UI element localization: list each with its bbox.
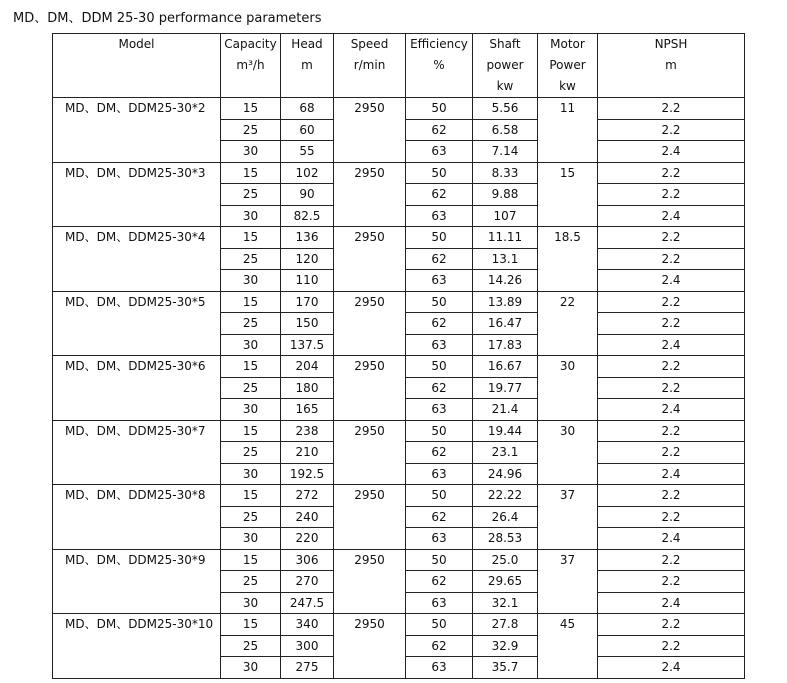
shaft-power-cell: 13.89 — [473, 291, 538, 313]
column-header-line: Motor — [550, 37, 585, 51]
table-body — [53, 98, 745, 679]
capacity-cell: 15 — [221, 420, 281, 442]
npsh-cell: 2.2 — [598, 442, 745, 464]
table-row — [53, 356, 745, 378]
capacity-cell: 30 — [221, 463, 281, 485]
efficiency-cell: 50 — [406, 420, 473, 442]
head-cell: 275 — [281, 657, 334, 679]
speed-cell: 2950 — [334, 614, 406, 679]
head-cell: 150 — [281, 313, 334, 335]
npsh-cell: 2.4 — [598, 334, 745, 356]
shaft-power-cell: 23.1 — [473, 442, 538, 464]
efficiency-cell: 50 — [406, 614, 473, 636]
model-cell: MD、DM、DDM25-30*9 — [53, 549, 221, 614]
head-cell: 220 — [281, 528, 334, 550]
column-header-line: Efficiency — [410, 37, 468, 51]
head-cell: 300 — [281, 635, 334, 657]
efficiency-cell: 50 — [406, 227, 473, 249]
table-row — [53, 162, 745, 184]
shaft-power-cell: 29.65 — [473, 571, 538, 593]
shaft-power-cell: 14.26 — [473, 270, 538, 292]
npsh-cell: 2.2 — [598, 635, 745, 657]
capacity-cell: 30 — [221, 270, 281, 292]
capacity-cell: 30 — [221, 141, 281, 163]
column-header-line: m³/h — [236, 58, 265, 72]
page-title: MD、DM、DDM 25-30 performance parameters — [13, 11, 322, 26]
head-cell: 180 — [281, 377, 334, 399]
speed-cell: 2950 — [334, 227, 406, 292]
model-cell: MD、DM、DDM25-30*6 — [53, 356, 221, 421]
model-cell: MD、DM、DDM25-30*8 — [53, 485, 221, 550]
head-cell: 204 — [281, 356, 334, 378]
motor-power-cell: 30 — [538, 420, 598, 485]
head-cell: 306 — [281, 549, 334, 571]
shaft-power-cell: 16.67 — [473, 356, 538, 378]
npsh-cell: 2.2 — [598, 420, 745, 442]
efficiency-cell: 50 — [406, 291, 473, 313]
head-cell: 238 — [281, 420, 334, 442]
efficiency-cell: 50 — [406, 98, 473, 120]
npsh-cell: 2.2 — [598, 356, 745, 378]
capacity-cell: 30 — [221, 592, 281, 614]
shaft-power-cell: 19.44 — [473, 420, 538, 442]
capacity-cell: 30 — [221, 657, 281, 679]
shaft-power-cell: 11.11 — [473, 227, 538, 249]
npsh-cell: 2.2 — [598, 248, 745, 270]
capacity-cell: 25 — [221, 506, 281, 528]
efficiency-cell: 62 — [406, 313, 473, 335]
column-header-line: m — [301, 58, 313, 72]
speed-cell: 2950 — [334, 162, 406, 227]
npsh-cell: 2.2 — [598, 98, 745, 120]
npsh-cell: 2.4 — [598, 399, 745, 421]
npsh-cell: 2.2 — [598, 506, 745, 528]
head-cell: 247.5 — [281, 592, 334, 614]
head-cell: 136 — [281, 227, 334, 249]
efficiency-cell: 62 — [406, 184, 473, 206]
column-header-line: Model — [118, 37, 155, 51]
motor-power-cell: 11 — [538, 98, 598, 163]
efficiency-cell: 63 — [406, 528, 473, 550]
head-cell: 210 — [281, 442, 334, 464]
speed-cell: 2950 — [334, 356, 406, 421]
capacity-cell: 15 — [221, 549, 281, 571]
shaft-power-cell: 19.77 — [473, 377, 538, 399]
head-cell: 120 — [281, 248, 334, 270]
column-header-line: m — [665, 58, 677, 72]
capacity-cell: 15 — [221, 356, 281, 378]
column-header-line: Power — [549, 58, 586, 72]
column-header-shaft-power — [473, 34, 538, 98]
table-row — [53, 227, 745, 249]
head-cell: 170 — [281, 291, 334, 313]
motor-power-cell: 37 — [538, 485, 598, 550]
efficiency-cell: 63 — [406, 592, 473, 614]
motor-power-cell: 37 — [538, 549, 598, 614]
column-header-line: Shaft — [489, 37, 521, 51]
model-cell: MD、DM、DDM25-30*3 — [53, 162, 221, 227]
header-row — [53, 34, 745, 98]
capacity-cell: 25 — [221, 377, 281, 399]
model-cell: MD、DM、DDM25-30*2 — [53, 98, 221, 163]
capacity-cell: 15 — [221, 227, 281, 249]
capacity-cell: 25 — [221, 248, 281, 270]
efficiency-cell: 62 — [406, 442, 473, 464]
npsh-cell: 2.4 — [598, 657, 745, 679]
motor-power-cell: 18.5 — [538, 227, 598, 292]
capacity-cell: 30 — [221, 528, 281, 550]
capacity-cell: 15 — [221, 485, 281, 507]
model-cell: MD、DM、DDM25-30*5 — [53, 291, 221, 356]
column-header-line: Speed — [350, 37, 389, 51]
capacity-cell: 15 — [221, 614, 281, 636]
shaft-power-cell: 35.7 — [473, 657, 538, 679]
capacity-cell: 25 — [221, 184, 281, 206]
efficiency-cell: 50 — [406, 549, 473, 571]
capacity-cell: 25 — [221, 313, 281, 335]
shaft-power-cell: 6.58 — [473, 119, 538, 141]
capacity-cell: 15 — [221, 98, 281, 120]
npsh-cell: 2.2 — [598, 291, 745, 313]
head-cell: 137.5 — [281, 334, 334, 356]
head-cell: 192.5 — [281, 463, 334, 485]
capacity-cell: 25 — [221, 571, 281, 593]
column-header-model — [53, 34, 221, 98]
table-row — [53, 485, 745, 507]
table-header — [53, 34, 745, 98]
head-cell: 68 — [281, 98, 334, 120]
head-cell: 55 — [281, 141, 334, 163]
shaft-power-cell: 27.8 — [473, 614, 538, 636]
npsh-cell: 2.2 — [598, 313, 745, 335]
speed-cell: 2950 — [334, 549, 406, 614]
column-header-head — [281, 34, 334, 98]
column-header-line: Capacity — [224, 37, 277, 51]
column-header-line: % — [433, 58, 445, 72]
npsh-cell: 2.2 — [598, 184, 745, 206]
shaft-power-cell: 13.1 — [473, 248, 538, 270]
speed-cell: 2950 — [334, 420, 406, 485]
column-header-npsh — [598, 34, 745, 98]
column-header-line: power — [486, 58, 524, 72]
efficiency-cell: 50 — [406, 356, 473, 378]
column-header-line: kw — [559, 79, 576, 93]
efficiency-cell: 63 — [406, 463, 473, 485]
shaft-power-cell: 22.22 — [473, 485, 538, 507]
npsh-cell: 2.2 — [598, 549, 745, 571]
motor-power-cell: 22 — [538, 291, 598, 356]
npsh-cell: 2.2 — [598, 227, 745, 249]
npsh-cell: 2.4 — [598, 528, 745, 550]
npsh-cell: 2.2 — [598, 614, 745, 636]
capacity-cell: 25 — [221, 442, 281, 464]
column-header-line: Head — [291, 37, 323, 51]
shaft-power-cell: 32.9 — [473, 635, 538, 657]
efficiency-cell: 50 — [406, 485, 473, 507]
shaft-power-cell: 24.96 — [473, 463, 538, 485]
npsh-cell: 2.2 — [598, 377, 745, 399]
efficiency-cell: 62 — [406, 571, 473, 593]
efficiency-cell: 62 — [406, 248, 473, 270]
shaft-power-cell: 5.56 — [473, 98, 538, 120]
motor-power-cell: 15 — [538, 162, 598, 227]
npsh-cell: 2.2 — [598, 485, 745, 507]
npsh-cell: 2.4 — [598, 463, 745, 485]
table-row — [53, 420, 745, 442]
shaft-power-cell: 26.4 — [473, 506, 538, 528]
motor-power-cell: 45 — [538, 614, 598, 679]
npsh-cell: 2.4 — [598, 141, 745, 163]
efficiency-cell: 63 — [406, 270, 473, 292]
shaft-power-cell: 17.83 — [473, 334, 538, 356]
speed-cell: 2950 — [334, 291, 406, 356]
head-cell: 340 — [281, 614, 334, 636]
capacity-cell: 15 — [221, 291, 281, 313]
shaft-power-cell: 25.0 — [473, 549, 538, 571]
column-header-line: kw — [496, 79, 514, 93]
speed-cell: 2950 — [334, 485, 406, 550]
table-row — [53, 549, 745, 571]
shaft-power-cell: 8.33 — [473, 162, 538, 184]
npsh-cell: 2.2 — [598, 571, 745, 593]
head-cell: 272 — [281, 485, 334, 507]
shaft-power-cell: 9.88 — [473, 184, 538, 206]
efficiency-cell: 62 — [406, 377, 473, 399]
efficiency-cell: 50 — [406, 162, 473, 184]
head-cell: 82.5 — [281, 205, 334, 227]
capacity-cell: 15 — [221, 162, 281, 184]
table-row — [53, 98, 745, 120]
efficiency-cell: 62 — [406, 506, 473, 528]
shaft-power-cell: 16.47 — [473, 313, 538, 335]
head-cell: 90 — [281, 184, 334, 206]
table-row — [53, 614, 745, 636]
npsh-cell: 2.2 — [598, 162, 745, 184]
head-cell: 270 — [281, 571, 334, 593]
efficiency-cell: 62 — [406, 635, 473, 657]
column-header-capacity — [221, 34, 281, 98]
table-row — [53, 291, 745, 313]
efficiency-cell: 63 — [406, 657, 473, 679]
head-cell: 240 — [281, 506, 334, 528]
capacity-cell: 30 — [221, 399, 281, 421]
npsh-cell: 2.4 — [598, 592, 745, 614]
head-cell: 165 — [281, 399, 334, 421]
npsh-cell: 2.4 — [598, 205, 745, 227]
shaft-power-cell: 7.14 — [473, 141, 538, 163]
npsh-cell: 2.2 — [598, 119, 745, 141]
shaft-power-cell: 28.53 — [473, 528, 538, 550]
efficiency-cell: 63 — [406, 334, 473, 356]
column-header-line: r/min — [353, 58, 386, 72]
head-cell: 60 — [281, 119, 334, 141]
speed-cell: 2950 — [334, 98, 406, 163]
column-header-speed — [334, 34, 406, 98]
head-cell: 102 — [281, 162, 334, 184]
capacity-cell: 25 — [221, 119, 281, 141]
performance-table — [52, 33, 745, 679]
model-cell: MD、DM、DDM25-30*7 — [53, 420, 221, 485]
shaft-power-cell: 21.4 — [473, 399, 538, 421]
model-cell: MD、DM、DDM25-30*4 — [53, 227, 221, 292]
efficiency-cell: 63 — [406, 205, 473, 227]
efficiency-cell: 62 — [406, 119, 473, 141]
model-cell: MD、DM、DDM25-30*10 — [53, 614, 221, 679]
efficiency-cell: 63 — [406, 399, 473, 421]
shaft-power-cell: 107 — [473, 205, 538, 227]
motor-power-cell: 30 — [538, 356, 598, 421]
head-cell: 110 — [281, 270, 334, 292]
efficiency-cell: 63 — [406, 141, 473, 163]
column-header-motor-power — [538, 34, 598, 98]
npsh-cell: 2.4 — [598, 270, 745, 292]
capacity-cell: 30 — [221, 334, 281, 356]
capacity-cell: 25 — [221, 635, 281, 657]
column-header-efficiency — [406, 34, 473, 98]
column-header-line: NPSH — [654, 37, 688, 51]
shaft-power-cell: 32.1 — [473, 592, 538, 614]
capacity-cell: 30 — [221, 205, 281, 227]
